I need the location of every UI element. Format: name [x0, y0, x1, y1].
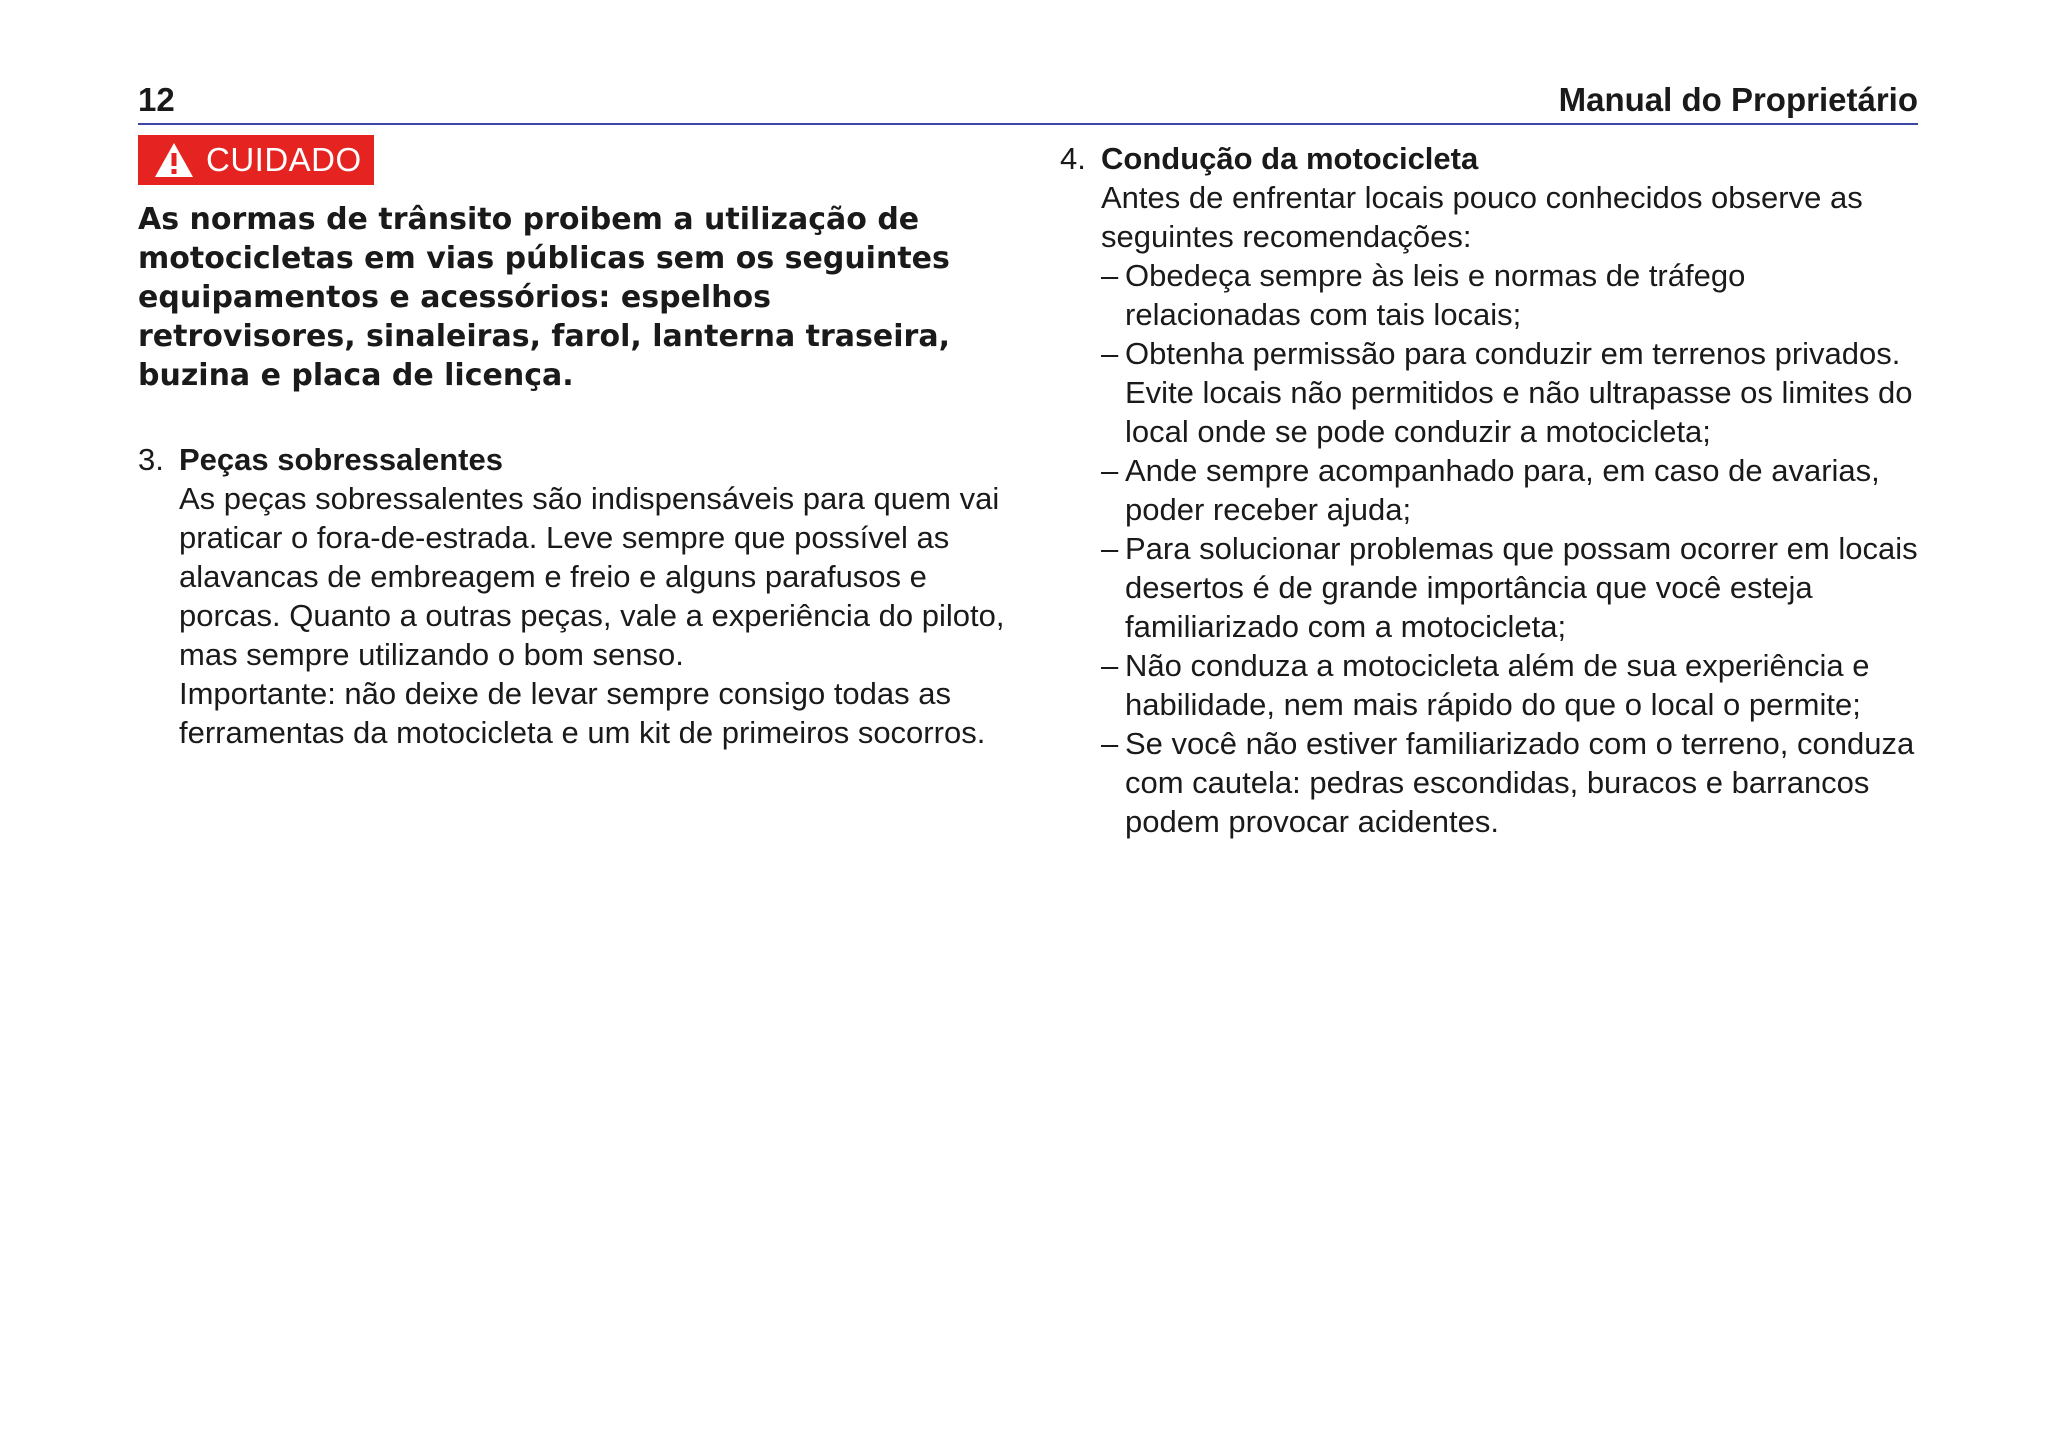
dash-bullet: – — [1101, 336, 1119, 371]
section-title — [1060, 139, 1920, 178]
list-item — [1101, 646, 1920, 724]
section-number: 3. — [138, 442, 164, 477]
list-item-text: Ande sempre acompanhado para, em caso de avarias, poder receber ajuda; — [1125, 453, 1880, 527]
list-item — [1101, 451, 1920, 529]
section-note: Importante: não deixe de levar sempre consigo todas as ferramentas da motocicleta e um kit de primeiros socorros. — [179, 676, 986, 750]
list-item-text: Para solucionar problemas que possam ocorrer em locais desertos é de grande importância que você esteja familiarizado com a motocicleta; — [1125, 531, 1918, 644]
warning-label: CUIDADO — [206, 141, 362, 178]
section-body — [179, 479, 1018, 752]
warning-triangle-icon — [154, 142, 194, 178]
section-riding — [1060, 139, 1920, 841]
list-item — [1101, 256, 1920, 334]
list-item — [1101, 529, 1920, 646]
list-item — [1101, 724, 1920, 841]
recommendations-list — [1101, 256, 1920, 841]
section-spare-parts — [138, 440, 1018, 752]
warning-badge — [138, 135, 374, 185]
section-heading: Condução da motocicleta — [1101, 141, 1479, 176]
dash-bullet: – — [1101, 648, 1119, 683]
section-intro: Antes de enfrentar locais pouco conhecidos observe as seguintes recomendações: — [1101, 180, 1863, 254]
dash-bullet: – — [1101, 726, 1119, 761]
dash-bullet: – — [1101, 531, 1119, 566]
section-title — [138, 440, 1018, 479]
section-body — [1101, 178, 1920, 841]
section-heading: Peças sobressalentes — [179, 442, 503, 477]
section-number: 4. — [1060, 141, 1086, 176]
list-item-text: Obedeça sempre às leis e normas de tráfego relacionadas com tais locais; — [1125, 258, 1746, 332]
section-paragraph: As peças sobressalentes são indispensáveis para quem vai praticar o fora-de-estrada. Leve sempre que possível as alavancas de embreagem e freio e alguns parafusos e porcas. Quanto a outras peças, vale a experiência do piloto, mas sempre utilizando o bom senso. — [179, 481, 1005, 672]
page-number: 12 — [138, 81, 175, 118]
list-item-text: Não conduza a motocicleta além de sua experiência e habilidade, nem mais rápido do que o local o permite; — [1125, 648, 1870, 722]
dash-bullet: – — [1101, 453, 1119, 488]
list-item-text: Se você não estiver familiarizado com o terreno, conduza com cautela: pedras escondidas, buracos e barrancos podem provocar acidentes. — [1125, 726, 1915, 839]
list-item-text: Obtenha permissão para conduzir em terrenos privados. Evite locais não permitidos e não ultrapasse os limites do local onde se pode conduzir a motocicleta; — [1125, 336, 1913, 449]
header-rule — [138, 123, 1918, 125]
dash-bullet: – — [1101, 258, 1119, 293]
list-item — [1101, 334, 1920, 451]
running-header-title: Manual do Proprietário — [1558, 81, 1918, 118]
warning-text: As normas de trânsito proibem a utilização de motocicletas em vias públicas sem os seguintes equipamentos e acessórios: espelhos retrovisores, sinaleiras, farol, lanterna traseira, buzina e placa de licença. — [138, 202, 950, 393]
